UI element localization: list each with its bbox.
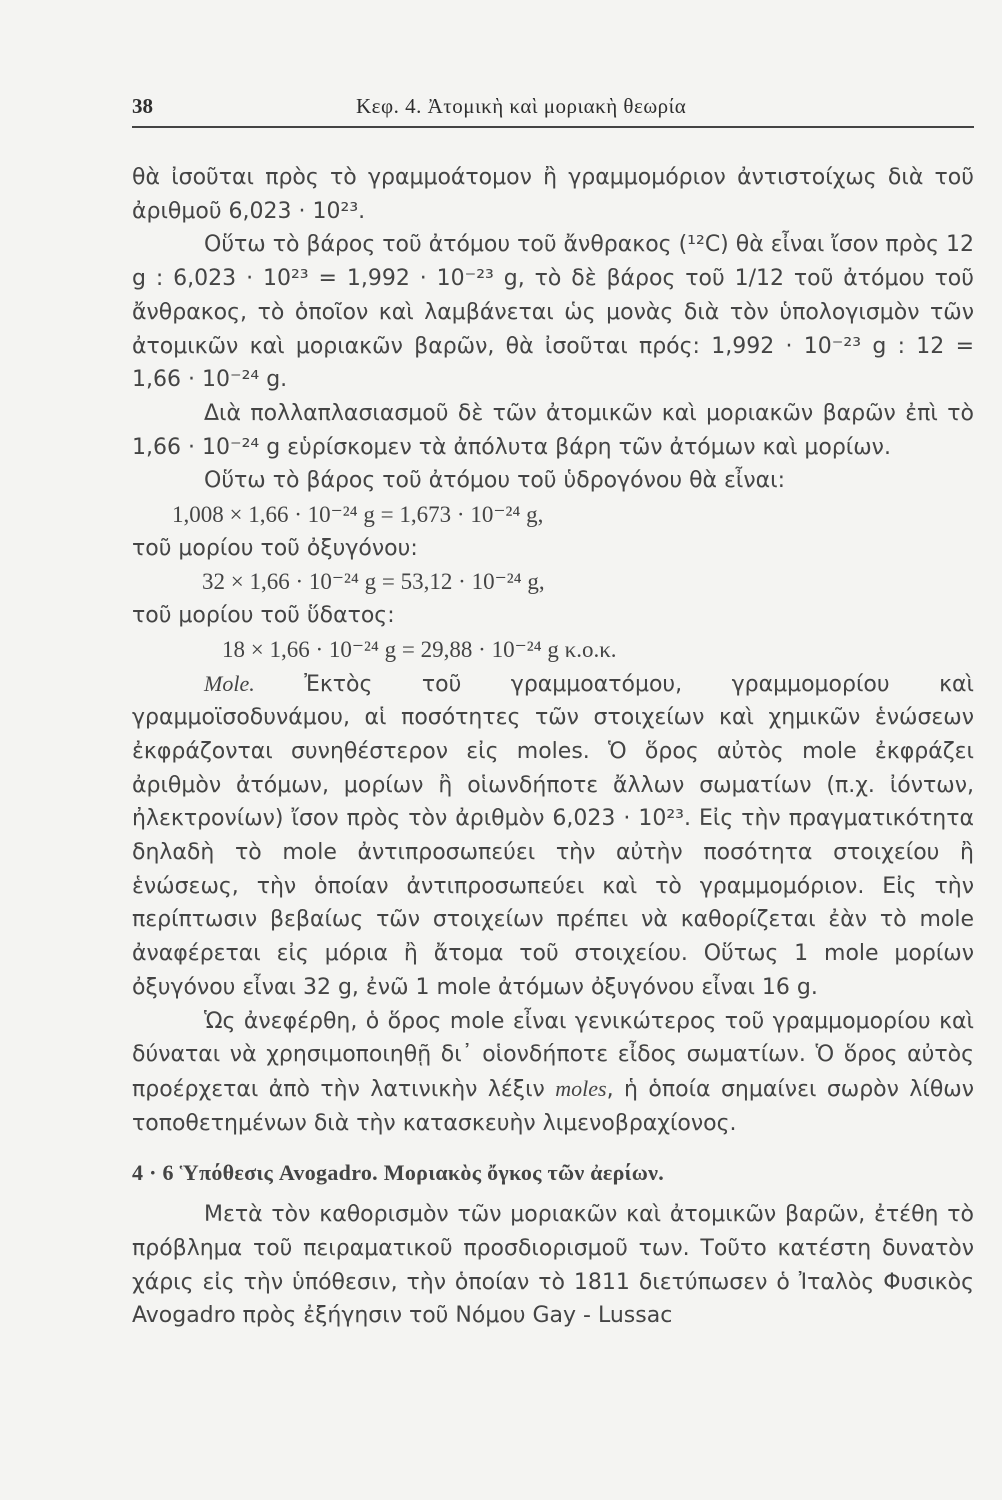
latin-word: moles: [555, 1075, 607, 1101]
mole-text: Ἐκτὸς τοῦ γραμμοατόμου, γραμμομορίου καὶ γραμμοϊσοδυνάμου, αἱ ποσότητες τῶν στοιχείων καὶ χημικῶν ἑνώσεων ἐκφράζονται συνηθέστερον εἰς moles. Ὁ ὅρος αὐτὸς mole ἐκφράζει ἀριθμὸν ἀτόμων, μορίων ἢ οἱωνδήποτε ἄλλων σωματίων (π.χ. ἰόντων, ἠλεκτρονίων) ἴσον πρὸς τὸν ἀριθμὸν 6,023 · 10²³. Εἰς τὴν πραγματικότητα δηλαδὴ τὸ mole ἀντιπροσωπεύει τὴν αὐτὴν ποσότητα στοιχείου ἢ ἑνώσεως, τὴν ὁποίαν ἀντιπροσωπεύει καὶ τὸ γραμμομόριον. Εἰς τὴν περίπτωσιν βεβαίως τῶν στοιχείων πρέπει νὰ καθορίζεται ἐὰν τὸ mole ἀναφέρεται εἰς μόρια ἢ ἄτομα τοῦ στοιχείου. Οὕτως 1 mole μορίων ὀξυγόνου εἶναι 32 g, ἐνῶ 1 mole ἀτόμων ὀξυγόνου εἶναι 16 g.: [132, 671, 974, 1000]
paragraph-part: Ὡς ἀνεφέρθη, ὁ ὅρος mole εἶναι γενικώτερος τοῦ γραμμομορίου καὶ δύναται νὰ χρησιμοποιηθῇ δι᾽ οἱονδήποτε εἶδος σωματίων. Ὁ ὅρος αὐτὸς προέρχεται ἀπὸ τὴν λατινικὴν λέξιν: [132, 1008, 974, 1102]
paragraph: τοῦ μορίου τοῦ ὀξυγόνου:: [132, 535, 418, 561]
paragraph-mole: [132, 667, 974, 1005]
header-rule: [132, 126, 974, 128]
page-number: 38: [132, 94, 153, 118]
equation-oxygen: 32 × 1,66 · 10⁻²⁴ g = 53,12 · 10⁻²⁴ g,: [202, 569, 545, 595]
paragraph: θὰ ἰσοῦται πρὸς τὸ γραμμοάτομον ἢ γραμμομόριον ἀντιστοίχως διὰ τοῦ ἀριθμοῦ 6,023 · 10²³.: [132, 165, 974, 224]
chapter-title: Κεφ. 4. Ἀτομικὴ καὶ μοριακὴ θεωρία: [356, 94, 687, 118]
section-heading: 4 · 6 Ὑπόθεσις Avogadro. Μοριακὸς ὄγκος τῶν ἀερίων.: [132, 1160, 665, 1186]
paragraph-part: , ἡ ὁποία σημαίνει σωρὸν λίθων τοποθετημένων διὰ τὴν κατασκευὴν λιμενοβραχίονος.: [132, 1076, 975, 1136]
mole-lead: Mole.: [204, 670, 255, 696]
paragraph: [132, 1005, 974, 1141]
running-header: [132, 92, 974, 124]
paragraph: Διὰ πολλαπλασιασμοῦ δὲ τῶν ἀτομικῶν καὶ μοριακῶν βαρῶν ἐπὶ τὸ 1,66 · 10⁻²⁴ g εὑρίσκομεν τὰ ἀπόλυτα βάρη τῶν ἀτόμων καὶ μορίων.: [132, 400, 974, 460]
equation-water: 18 × 1,66 · 10⁻²⁴ g = 29,88 · 10⁻²⁴ g κ.ο.κ.: [222, 636, 617, 662]
paragraph: Μετὰ τὸν καθορισμὸν τῶν μοριακῶν καὶ ἀτομικῶν βαρῶν, ἐτέθη τὸ πρόβλημα τοῦ πειραματικοῦ προσδιορισμοῦ των. Τοῦτο κατέστη δυνατὸν χάρις εἰς τὴν ὑπόθεσιν, τὴν ὁποίαν τὸ 1811 διετύπωσεν ὁ Ἰταλὸς Φυσικὸς Avogadro πρὸς ἐξήγησιν τοῦ Νόμου Gay - Lussac: [132, 1202, 974, 1329]
paragraph: τοῦ μορίου τοῦ ὕδατος:: [132, 603, 395, 629]
page-body: [132, 161, 974, 1333]
paragraph: Οὕτω τὸ βάρος τοῦ ἀτόμου τοῦ ὑδρογόνου θὰ εἶναι:: [204, 468, 786, 494]
equation-hydrogen: 1,008 × 1,66 · 10⁻²⁴ g = 1,673 · 10⁻²⁴ g,: [172, 502, 544, 528]
paragraph: Οὕτω τὸ βάρος τοῦ ἀτόμου τοῦ ἄνθρακος (¹²C) θὰ εἶναι ἴσον πρὸς 12 g : 6,023 · 10²³ = 1,992 · 10⁻²³ g, τὸ δὲ βάρος τοῦ 1/12 τοῦ ἀτόμου τοῦ ἄνθρακος, τὸ ὁποῖον καὶ λαμβάνεται ὡς μονὰς διὰ τὸν ὑπολογισμὸν τῶν ἀτομικῶν καὶ μοριακῶν βαρῶν, θὰ ἰσοῦται πρός: 1,992 · 10⁻²³ g : 12 = 1,66 · 10⁻²⁴ g.: [132, 232, 974, 393]
